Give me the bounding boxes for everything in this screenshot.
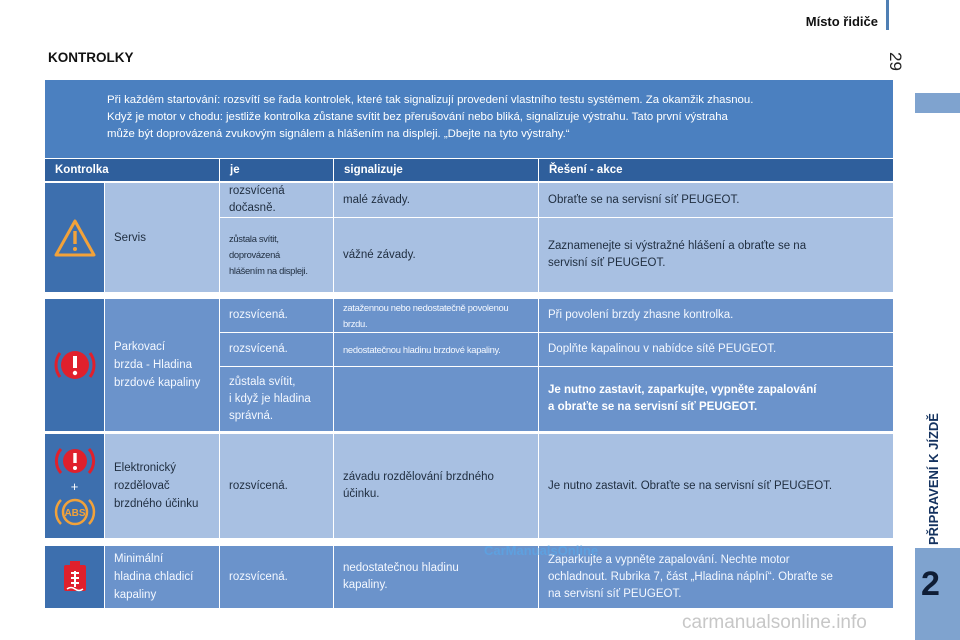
je-line: správná. (229, 409, 274, 422)
parking-brake-rows (220, 299, 893, 431)
chapter-number: 2 (921, 565, 940, 603)
coolant-label (105, 546, 220, 608)
header-signalizuje: signalizuje (334, 159, 539, 181)
name-line: brzdové kapaliny (114, 377, 201, 389)
ebd-label (105, 434, 220, 538)
je-line: rozsvícená. (229, 570, 288, 583)
intro-line: Když je motor v chodu: jestliže kontrolka zůstane svítit bez přerušování nebo bliká, signalizuje výstrahu. Tato první výstraha (107, 111, 728, 123)
warning-triangle-icon (53, 218, 97, 258)
watermark-middle: CarManualsOnline (484, 543, 599, 558)
je-line: rozsvícená. (229, 309, 288, 321)
name-line: brzda - Hladina (114, 359, 192, 371)
cell-signalizuje (334, 333, 539, 366)
cell-je (220, 183, 334, 217)
signal-line: zatažennou nebo nedostatečně povolenou brzdu. (343, 301, 509, 329)
page-number: 29 (886, 52, 905, 71)
brake-icon-cell (45, 299, 105, 431)
parking-brake-label (105, 299, 220, 431)
row-group-parking-brake (45, 299, 893, 431)
action-line: Doplňte kapalinou v nabídce sítě PEUGEOT. (548, 343, 777, 355)
cell-je (220, 299, 334, 332)
cell-signalizuje (334, 218, 539, 292)
servis-rows (220, 183, 893, 292)
name-line: Parkovací (114, 341, 166, 353)
je-line: zůstala svítit, (229, 375, 296, 388)
row-group-ebd (45, 434, 893, 538)
header-je: je (220, 159, 334, 181)
cell-reseni (539, 434, 893, 538)
action-line: Při povolení brzdy zhasne kontrolka. (548, 309, 734, 321)
section-title: KONTROLKY (48, 50, 134, 65)
cell-reseni (539, 367, 893, 431)
je-line: dočasně. (229, 202, 276, 214)
je-line: i když je hladina (229, 392, 311, 405)
signal-line: nedostatečnou hladinu (343, 562, 459, 574)
name-line: kapaliny (114, 589, 157, 601)
je-line: rozsvícená. (229, 479, 288, 492)
je-line: hlášením na displeji. (229, 265, 308, 276)
name-line: Elektronický (114, 462, 176, 474)
ebd-rows (220, 434, 893, 538)
action-line: Je nutno zastavit, zaparkujte, vypněte zapalování (548, 384, 817, 396)
table-row (220, 333, 893, 367)
cell-je (220, 218, 334, 292)
table-header (45, 159, 893, 181)
intro-line: Při každém startování: rozsvítí se řada kontrolek, které tak signalizují provedení vlastního testu systémem. Za okamžik zhasnou. (107, 94, 754, 106)
cell-je (220, 546, 334, 608)
action-line: na servisní síť PEUGEOT. (548, 587, 682, 600)
cell-signalizuje (334, 434, 539, 538)
header-kontrolka: Kontrolka (45, 159, 220, 181)
table-row (220, 367, 893, 431)
watermark-bottom: carmanualsonline.info (682, 612, 867, 633)
table-row (220, 299, 893, 333)
header-rule (886, 0, 889, 30)
table-row (220, 183, 893, 218)
plus-sign: + (70, 479, 79, 494)
name-line: hladina chladicí (114, 571, 194, 583)
cell-reseni (539, 333, 893, 366)
intro-line: může být doprovázená zvukovým signálem a hlášením na displeji. „Dbejte na tyto výstrahy.“ (107, 128, 570, 140)
chapter-header: Místo řidiče (805, 14, 878, 29)
cell-reseni (539, 299, 893, 332)
side-tab-top (915, 93, 960, 113)
je-line: rozsvícená. (229, 343, 288, 355)
signal-line: kapaliny. (343, 579, 388, 591)
servis-icon-cell (45, 183, 105, 292)
intro-box (45, 80, 893, 158)
name-line: brzdného účinku (114, 498, 199, 510)
action-line: Zaparkujte a vypněte zapalování. Nechte motor (548, 553, 790, 566)
action-line: a obraťte se na servisní síť PEUGEOT. (548, 401, 758, 413)
action-line: servisní síť PEUGEOT. (548, 257, 666, 269)
signal-line: závadu rozdělování brzdného (343, 471, 494, 483)
abs-icon (54, 494, 96, 530)
signal-line: účinku. (343, 488, 380, 500)
je-line: zůstala svítit, (229, 233, 279, 244)
table-row (220, 434, 893, 538)
name-line: rozdělovač (114, 480, 170, 492)
brake-warning-icon (53, 343, 97, 387)
cell-je (220, 434, 334, 538)
row-group-coolant (45, 546, 893, 608)
cell-signalizuje (334, 183, 539, 217)
signal-line: vážné závady. (343, 248, 416, 261)
action-line: Obraťte se na servisní síť PEUGEOT. (548, 193, 740, 206)
cell-signalizuje (334, 367, 539, 431)
action-line: Zaznamenejte si výstražné hlášení a obraťte se na (548, 240, 807, 252)
coolant-icon-cell (45, 546, 105, 608)
signal-line: malé závady. (343, 193, 410, 206)
cell-reseni (539, 183, 893, 217)
cell-reseni (539, 218, 893, 292)
je-line: rozsvícená (229, 185, 285, 197)
header-reseni: Řešení - akce (549, 164, 623, 176)
servis-name: Servis (114, 231, 146, 244)
servis-label (105, 183, 220, 292)
brake-warning-icon (54, 442, 96, 480)
cell-je (220, 367, 334, 431)
coolant-level-icon (60, 560, 90, 594)
action-line: ochladnout. Rubrika 7, část „Hladina náplní“. Obraťte se (548, 570, 833, 583)
name-line: Minimální (114, 553, 164, 565)
abs-text: ABS (63, 508, 86, 519)
action-line: Je nutno zastavit. Obraťte se na servisní síť PEUGEOT. (548, 479, 833, 492)
cell-je (220, 333, 334, 366)
row-group-servis (45, 183, 893, 292)
table-row (220, 218, 893, 292)
warning-lights-table (45, 159, 893, 608)
ebd-icon-cell (45, 434, 105, 538)
signal-line: nedostatečnou hladinu brzdové kapaliny. (343, 343, 501, 355)
chapter-tab-label: PŘIPRAVENÍ K JÍZDĚ (926, 413, 941, 545)
cell-signalizuje (334, 299, 539, 332)
je-line: doprovázená (229, 249, 280, 260)
